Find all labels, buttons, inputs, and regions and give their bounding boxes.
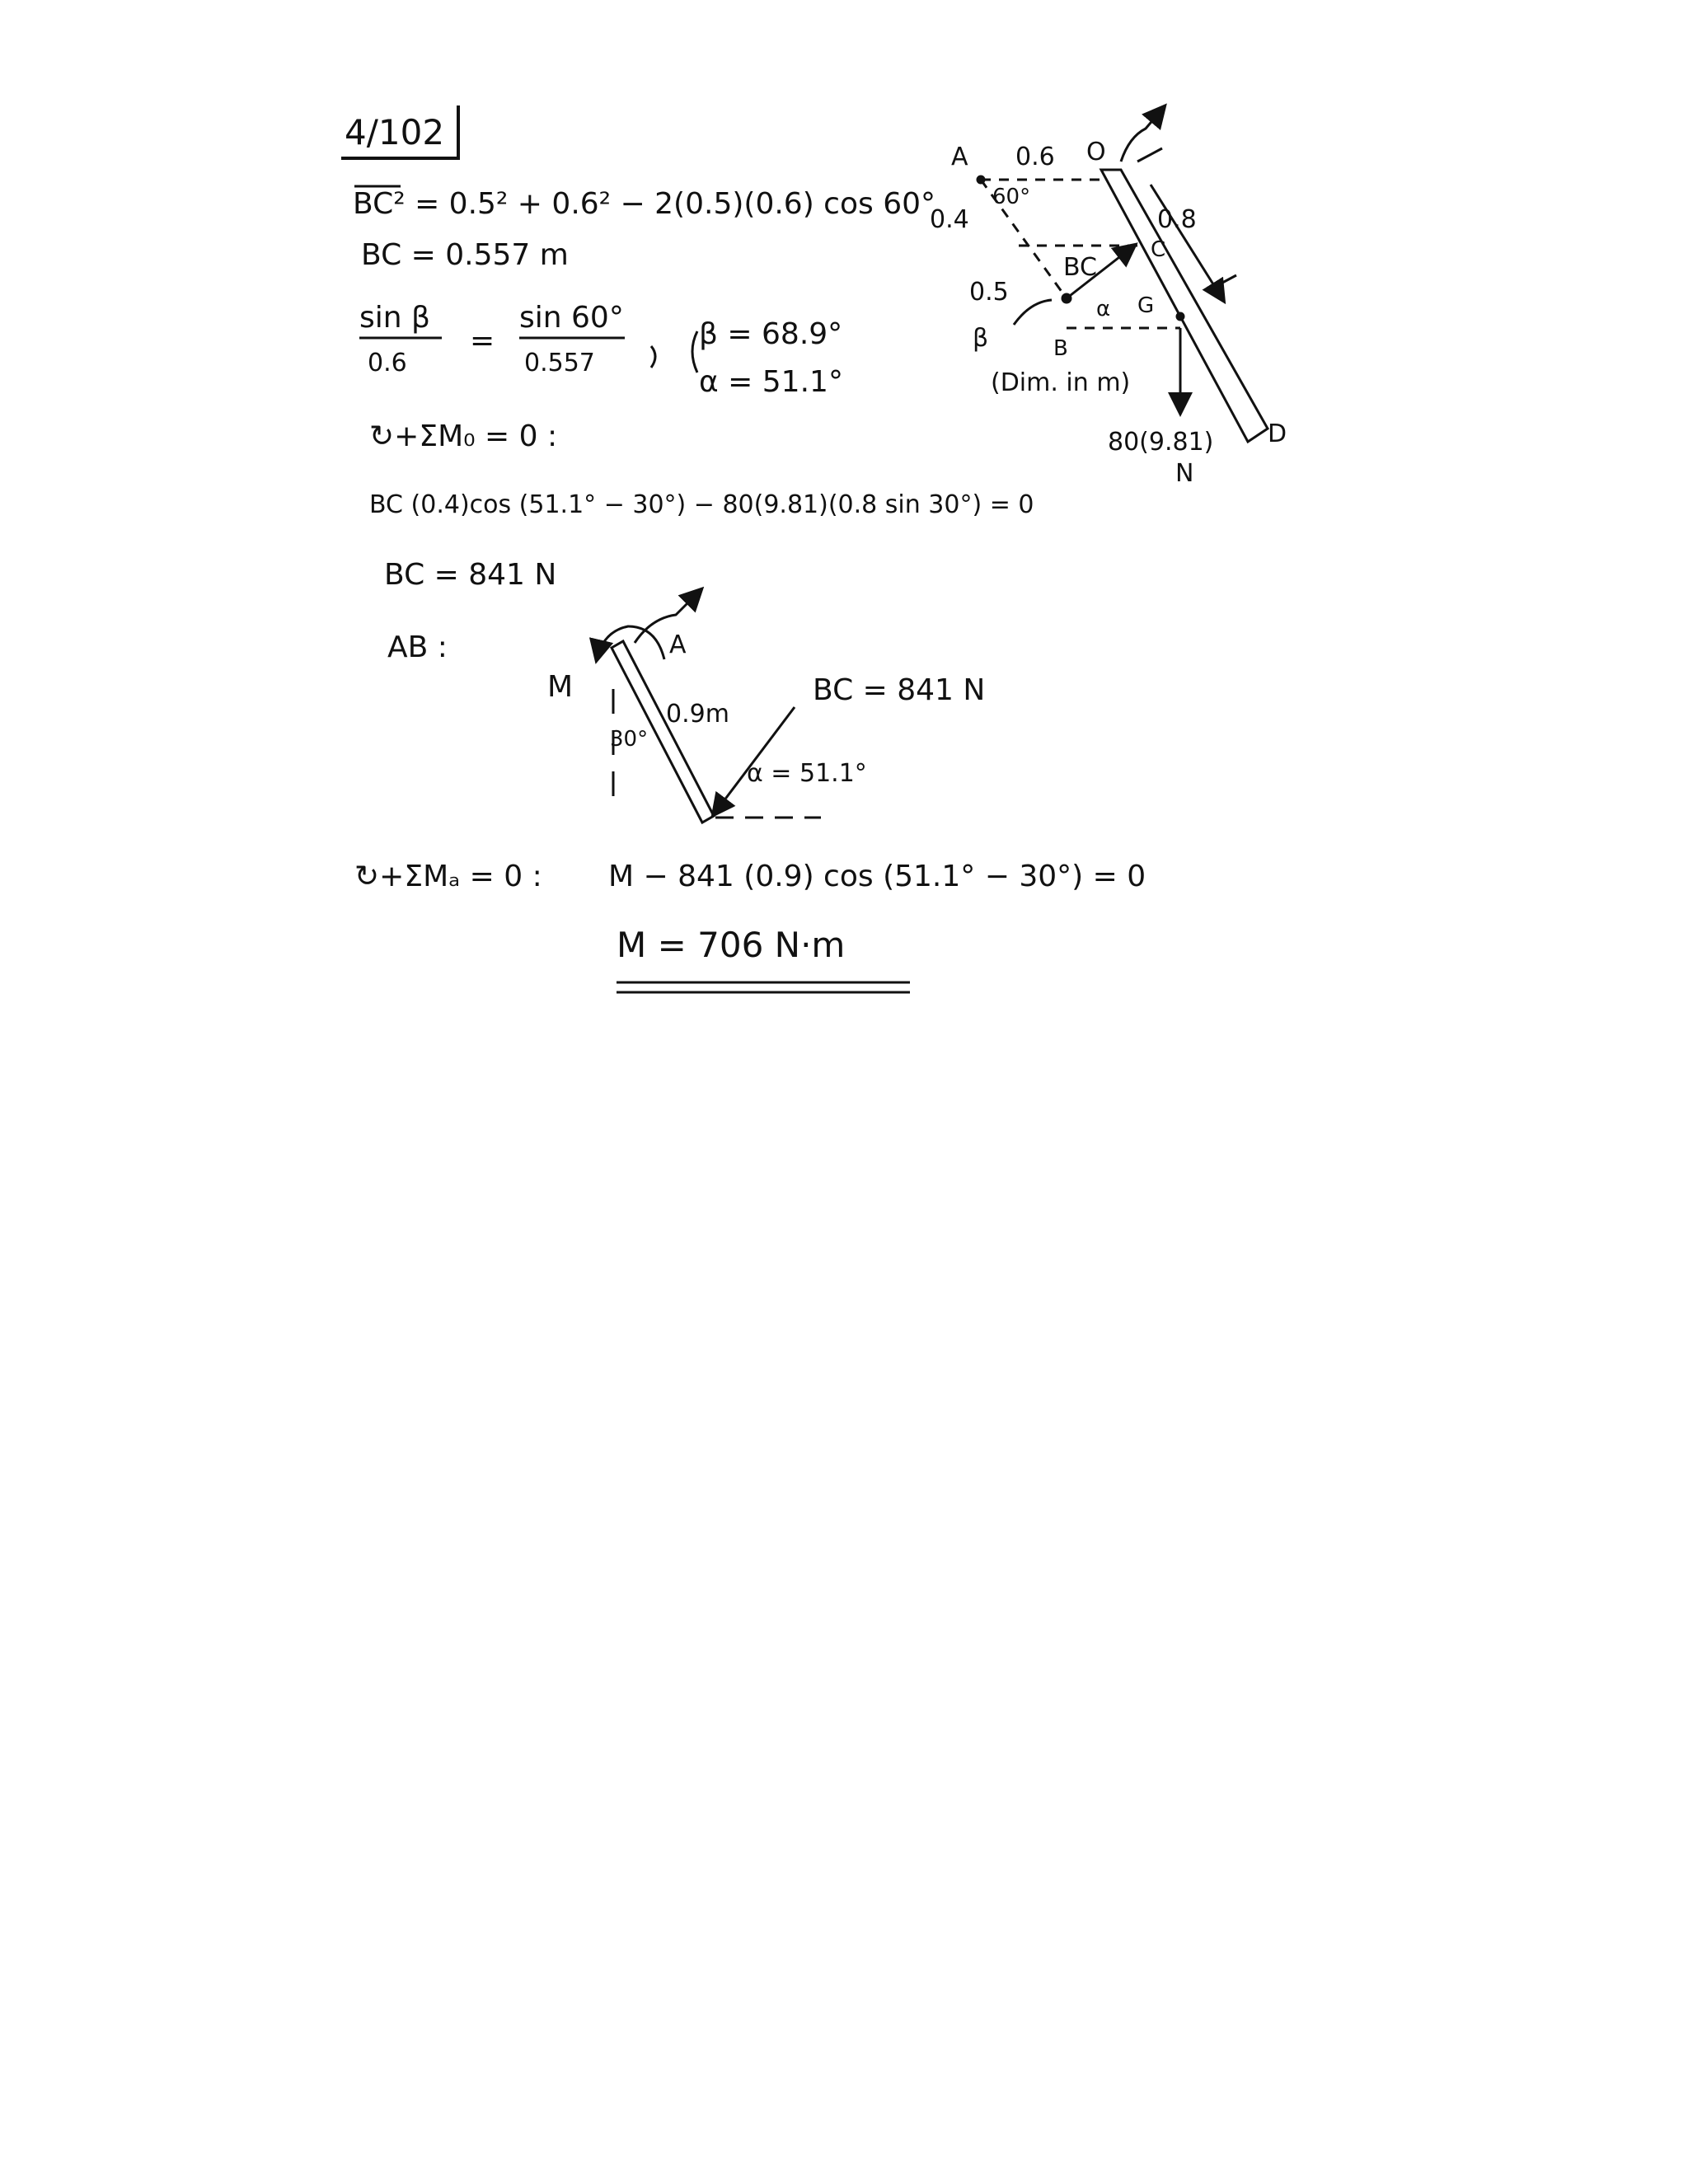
d1-force-arrow-bc bbox=[1067, 246, 1134, 298]
d2-bar-ab bbox=[612, 641, 714, 823]
sines-equals: = bbox=[470, 324, 495, 358]
d1-dim-05: 0.5 bbox=[969, 278, 1009, 307]
d1-label-d: D bbox=[1268, 419, 1287, 448]
d1-line-ab bbox=[981, 180, 1067, 298]
d2-alpha: α = 51.1° bbox=[747, 759, 867, 788]
d1-dim-tick-top bbox=[1137, 148, 1162, 162]
bc-length: BC = 0.557 m bbox=[361, 238, 569, 272]
d2-moment-m: M bbox=[547, 670, 574, 704]
moment-a-equation: M − 841 (0.9) cos (51.1° − 30°) = 0 bbox=[608, 860, 1146, 893]
d1-pin-g bbox=[1177, 313, 1184, 320]
moment-o-equation: BC (0.4)cos (51.1° − 30°) − 80(9.81)(0.8 sin 30°) = 0 bbox=[369, 490, 1034, 519]
d1-dim-tick-bottom bbox=[1212, 275, 1236, 288]
d2-reaction-a bbox=[635, 590, 701, 643]
d1-label-b: B bbox=[1053, 336, 1068, 361]
d2-length: 0.9m bbox=[666, 700, 729, 729]
ab-label: AB : bbox=[387, 630, 448, 664]
d1-units-note: (Dim. in m) bbox=[991, 368, 1131, 397]
d1-label-c: C bbox=[1151, 237, 1166, 262]
d2-label-a: A bbox=[669, 630, 687, 659]
d1-bar-od bbox=[1101, 170, 1268, 442]
sines-den-left: 0.6 bbox=[368, 349, 407, 377]
moment-a-header: ↻+ΣMₐ = 0 : bbox=[354, 860, 542, 893]
d1-weight-unit: N bbox=[1175, 459, 1194, 488]
moment-o-header: ↻+ΣM₀ = 0 : bbox=[369, 419, 558, 453]
problem-number: 4/102 bbox=[345, 112, 445, 152]
final-answer: M = 706 N·m bbox=[617, 925, 846, 965]
d1-label-ao: 0.6 bbox=[1015, 143, 1055, 171]
d1-weight: 80(9.81) bbox=[1108, 428, 1214, 457]
d1-dim-08: 0.8 bbox=[1157, 205, 1197, 234]
d1-angle-60: 60° bbox=[992, 185, 1031, 209]
law-of-cosines: BC² = 0.5² + 0.6² − 2(0.5)(0.6) cos 60° bbox=[353, 187, 936, 221]
sines-num-right: sin 60° bbox=[519, 301, 624, 335]
closing-brace bbox=[651, 346, 655, 368]
sines-den-right: 0.557 bbox=[524, 349, 595, 377]
d1-beta: β bbox=[973, 324, 989, 353]
d2-angle-30: 30° bbox=[610, 727, 649, 752]
bc-force: BC = 841 N bbox=[384, 558, 557, 592]
beta-result: β = 68.9° bbox=[699, 317, 843, 351]
d1-force-bc: BC bbox=[1063, 253, 1098, 282]
d1-reaction-o bbox=[1121, 107, 1164, 162]
d1-beta-arc bbox=[1014, 300, 1052, 325]
d1-alpha: α bbox=[1096, 297, 1111, 321]
d1-pin-a bbox=[978, 176, 984, 183]
d1-pin-b bbox=[1062, 294, 1071, 302]
d2-force: BC = 841 N bbox=[813, 673, 986, 707]
d1-label-g: G bbox=[1137, 293, 1155, 318]
d1-label-o: O bbox=[1086, 138, 1106, 166]
d2-force-arrow bbox=[714, 707, 795, 814]
d1-label-a: A bbox=[951, 143, 968, 171]
alpha-result: α = 51.1° bbox=[699, 365, 843, 399]
opening-brace bbox=[692, 331, 697, 373]
d1-dim-04: 0.4 bbox=[930, 205, 969, 234]
sines-num-left: sin β bbox=[359, 301, 430, 335]
